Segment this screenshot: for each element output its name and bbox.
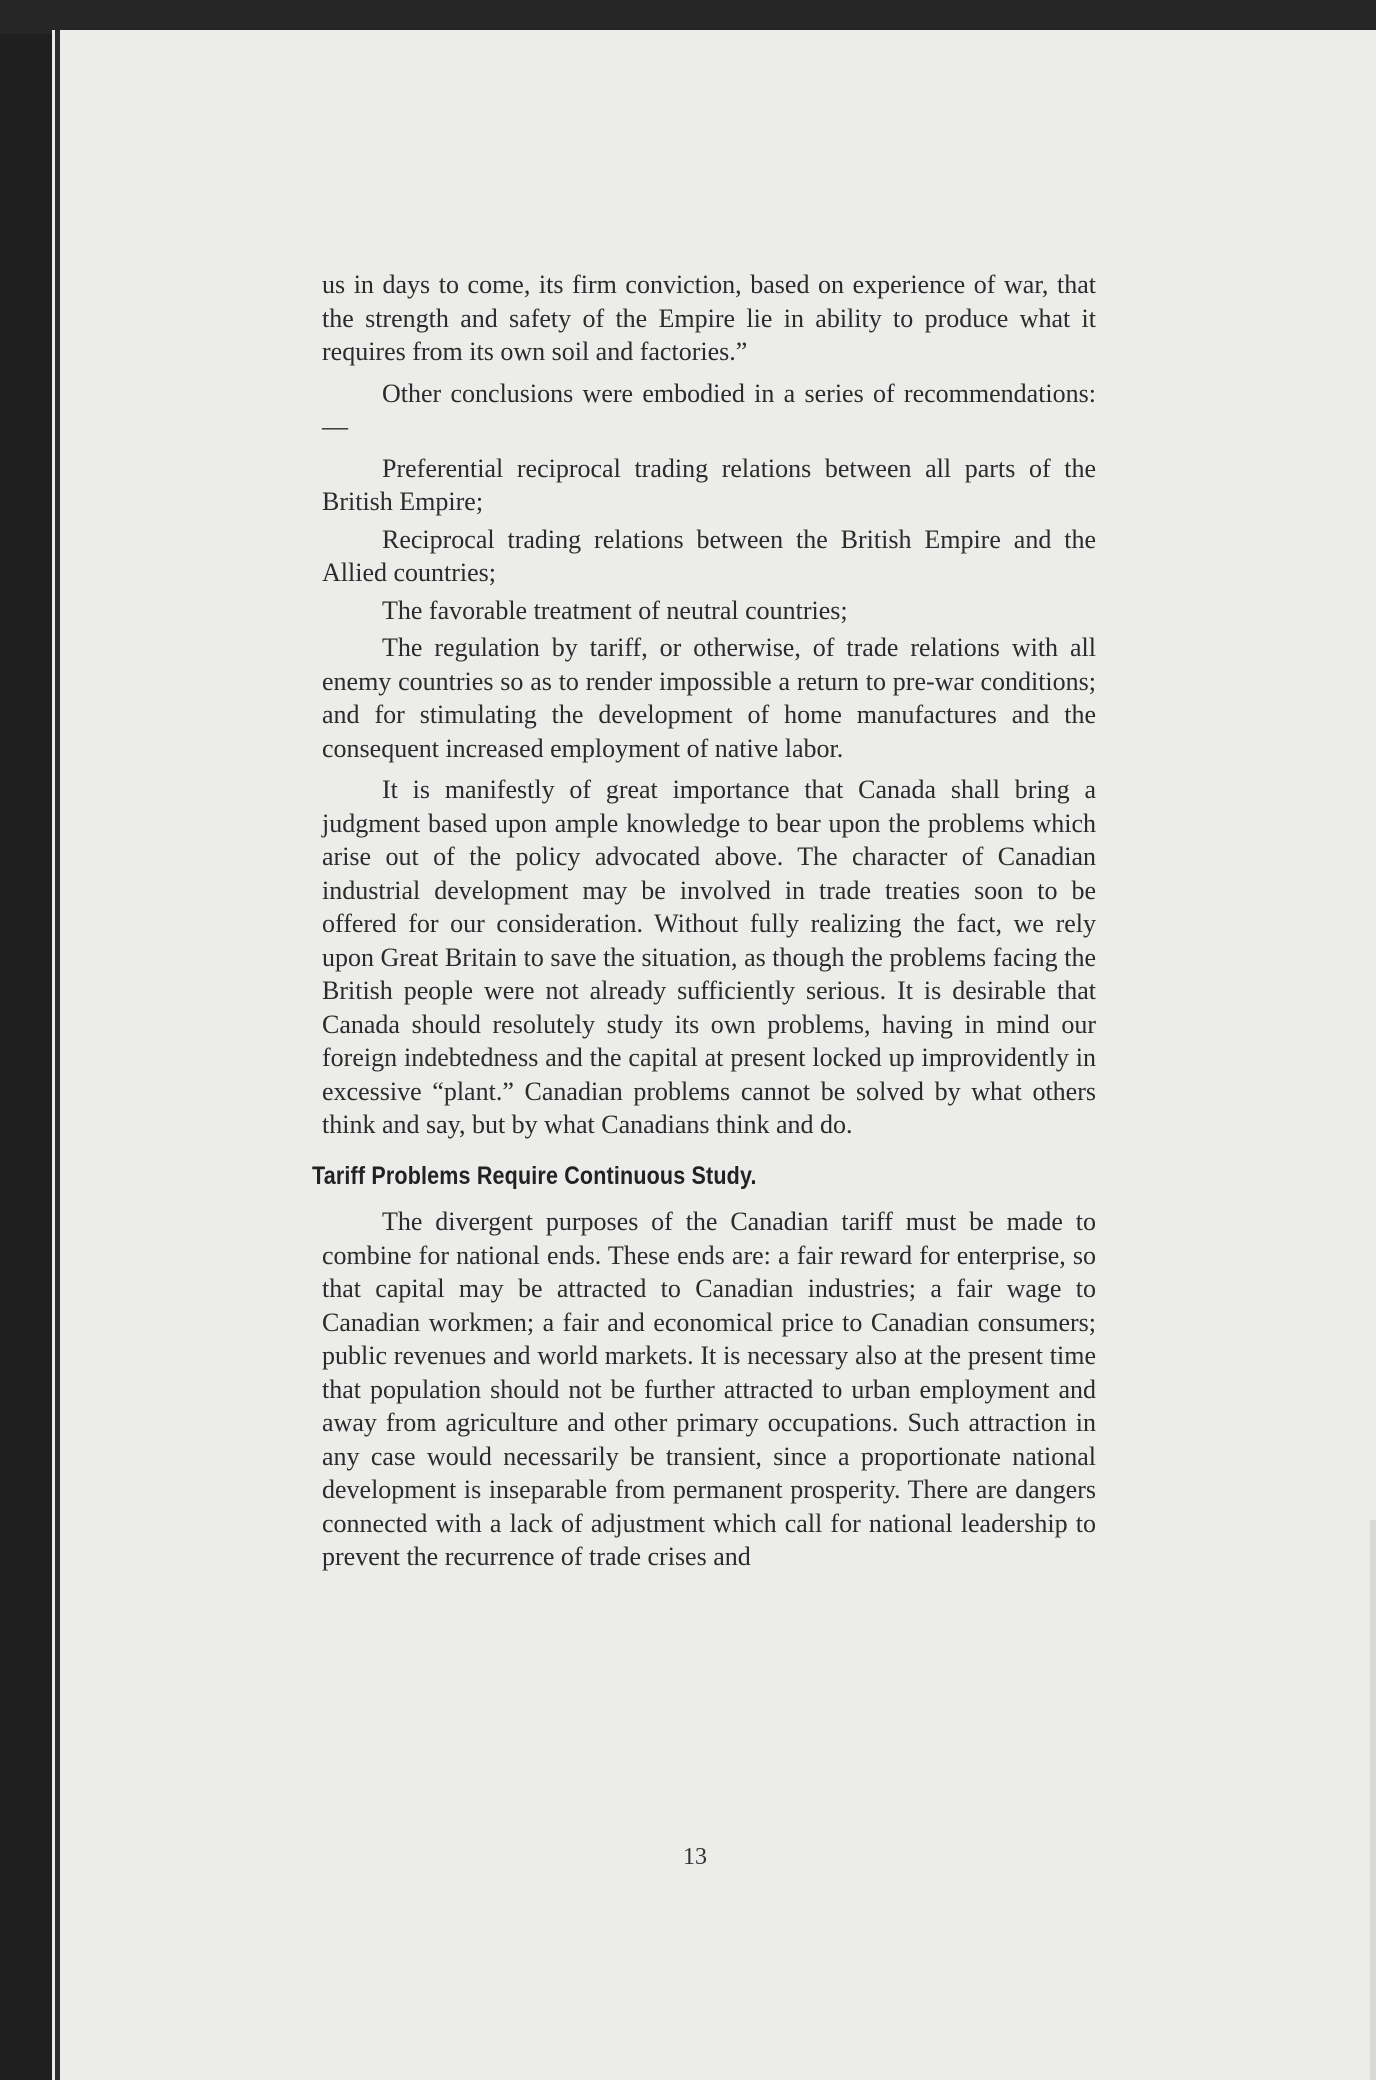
binding-edge: [55, 30, 60, 2080]
paragraph: The divergent purposes of the Canadian tariff must be made to combine for national ends. These ends are: a fair reward for enterprise, so that capital may be attracted to Canadian industries; a fair wage to Canadian workmen; a fair and economical price to Canadian consumers; public revenues and world markets. It is necessary also at the present time that population should not be further attracted to urban employment and away from agriculture and other primary occupations. Such attraction in any case would necessarily be transient, since a proportionate national development is inseparable from permanent prosperity. There are dangers connected with a lack of adjustment which call for national leadership to prevent the recurrence of trade crises and: [322, 1207, 1096, 1571]
list-item: The favorable treatment of neutral countries;: [382, 595, 848, 625]
paragraph: us in days to come, its firm conviction, based on experience of war, that the strength and safety of the Empire lie in ability to produce what it requires from its own soil and factories.”: [322, 270, 1096, 366]
scan-border-top: [0, 0, 1376, 34]
list-item: Preferential reciprocal trading relations between all parts of the British Empire;: [322, 453, 1096, 516]
body-text: [312, 268, 1096, 1582]
section-heading: Tariff Problems Require Continuous Study.: [312, 1161, 757, 1190]
list-item: The regulation by tariff, or otherwise, of trade relations with all enemy countries so as to render impossible a return to pre-war conditions; and for stimulating the development of home manufactures and the consequent increased employment of native labor.: [322, 633, 1096, 763]
page-edge: [1370, 1520, 1376, 2080]
paragraph: It is manifestly of great importance that Canada shall bring a judgment based upon ample knowledge to bear upon the problems which arise out of the policy advocated above. The character of Canadian industrial development may be involved in trade treaties soon to be offered for our consideration. Without fully realizing the fact, we rely upon Great Britain to save the situation, as though the problems facing the British people were not already sufficiently serious. It is desirable that Canada should resolutely study its own problems, having in mind our foreign indebtedness and the capital at present locked up improvidently in excessive “plant.” Canadian problems cannot be solved by what others think and say, but by what Canadians think and do.: [322, 775, 1096, 1139]
paragraph: Other conclusions were embodied in a series of recommendations:—: [322, 378, 1096, 441]
list-item: Reciprocal trading relations between the British Empire and the Allied countries;: [322, 524, 1096, 587]
page-number: 13: [683, 1844, 707, 1870]
recommendations-list: [322, 452, 1096, 766]
